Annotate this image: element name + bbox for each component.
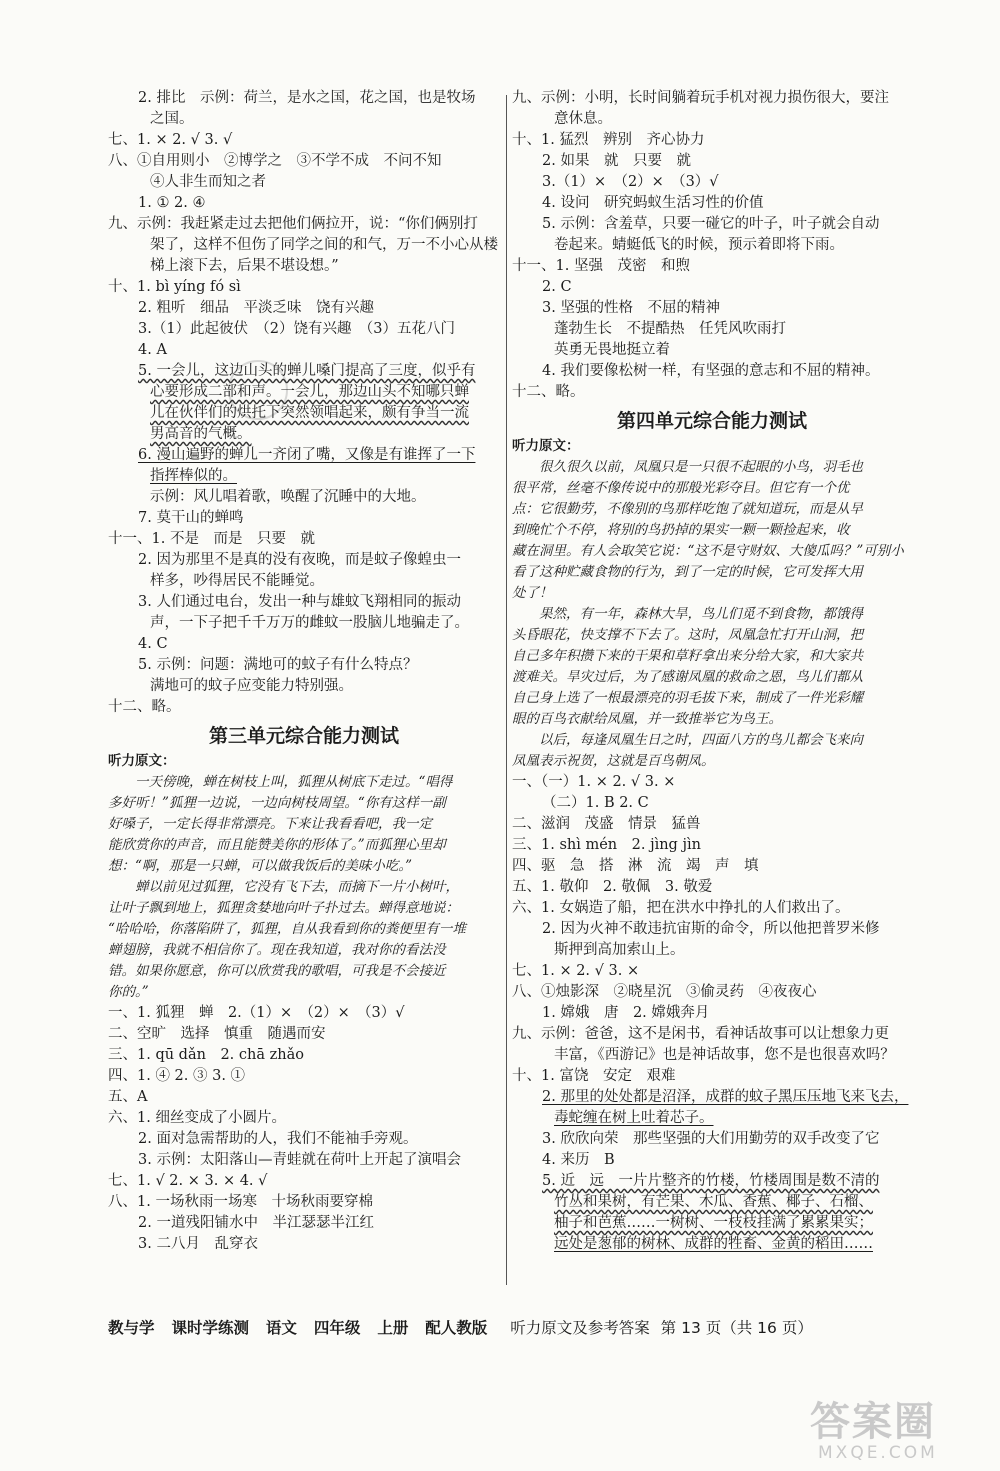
answer-line: 2. 因为火神不敢违抗宙斯的命令，所以他把普罗米修 bbox=[542, 921, 880, 937]
story-line: 眼的百鸟衣献给凤凰，并一致推举它为鸟王。 bbox=[512, 711, 782, 727]
answer-line: 蓬勃生长 不提酷热 任凭风吹雨打 bbox=[554, 321, 786, 337]
footer-brand: 教与学 bbox=[108, 1319, 155, 1337]
answer-line: 5. 示例：含羞草，只要一碰它的叶子，叶子就会自动 bbox=[542, 216, 880, 232]
underlined-text: 柚子和芭蕉……一树树、一枝枝挂满了累累果实； bbox=[554, 1215, 873, 1231]
answer-line: 2. 如果 就 只要 就 bbox=[542, 153, 691, 169]
footer-grade: 四年级 bbox=[313, 1319, 361, 1337]
underlined-text: 儿在伙伴们的烘托下突然领唱起来，颇有争当一流 bbox=[150, 405, 469, 421]
footer-section: 听力原文及参考答案 bbox=[510, 1319, 650, 1337]
answer-line: 样多，吵得居民不能睡觉。 bbox=[150, 573, 324, 589]
story-line: 自己多年积攒下来的干果和草籽拿出来分给大家，和大家共 bbox=[512, 648, 863, 664]
answer-line: 一、（一）1. × 2. √ 3. × bbox=[512, 774, 676, 790]
story-line: 果然，有一年，森林大旱，鸟儿们觅不到食物，都饿得 bbox=[512, 606, 863, 622]
story-line: 看了这种贮藏食物的行为，到了一定的时候，它可发挥大用 bbox=[512, 564, 863, 580]
story-line: 处了！ bbox=[512, 585, 553, 601]
story-line: 很久很久以前，凤凰只是一只很不起眼的小鸟，羽毛也 bbox=[512, 459, 863, 475]
listening-label: 听力原文： bbox=[108, 753, 176, 769]
story-line: 以后，每逢凤凰生日之时，四面八方的鸟儿都会飞来向 bbox=[512, 732, 863, 748]
answer-line: 2. 面对急需帮助的人，我们不能袖手旁观。 bbox=[138, 1131, 418, 1147]
answer-line: 3. 示例：太阳落山—青蛙就在荷叶上开起了演唱会 bbox=[138, 1152, 461, 1168]
answer-line: 4. A bbox=[138, 342, 167, 358]
answer-line: 4. 来历 B bbox=[542, 1152, 615, 1168]
right-column bbox=[512, 88, 912, 1255]
answer-line: 4. 我们要像松树一样，有坚强的意志和不屈的精神。 bbox=[542, 363, 880, 379]
story-line: 能欣赏你的声音，而且能赞美你的形体了。”而狐狸心里却 bbox=[108, 837, 446, 853]
answer-line bbox=[108, 382, 500, 403]
answer-line: 2. 排比 示例：荷兰，是水之国，花之国，也是牧场 bbox=[138, 90, 476, 106]
watermark-logo-text: 答案圈 bbox=[810, 1399, 936, 1445]
answer-line: 九、示例：我赶紧走过去把他们俩拉开，说：“你们俩别打 bbox=[108, 216, 478, 232]
answer-line: 十二、略。 bbox=[512, 384, 585, 400]
answer-line: 六、1. 细丝变成了小圆片。 bbox=[108, 1110, 286, 1126]
answer-line: 丰富，《西游记》也是神话故事，您不是也很喜欢吗？ bbox=[554, 1047, 895, 1063]
answer-line bbox=[108, 361, 500, 382]
answer-line: 斯押到高加索山上。 bbox=[554, 942, 685, 958]
answer-line: 十、1. 富饶 安定 艰难 bbox=[512, 1068, 676, 1084]
story-line: “哈哈哈，你落陷阱了，狐狸，自从我看到你的粪便里有一堆 bbox=[108, 921, 466, 937]
underlined-text: 远处是葱郁的树林、成群的牲畜、金黄的稻田…… bbox=[554, 1236, 873, 1252]
answer-line: 五、1. 敬仰 2. 敬佩 3. 敬爱 bbox=[512, 879, 713, 895]
answer-line: 3. 人们通过电台，发出一种与雄蚊飞翔相同的振动 bbox=[138, 594, 461, 610]
answer-line: 八、①自用则小 ②博学之 ③不学不成 不问不知 bbox=[108, 153, 442, 169]
answer-line bbox=[108, 445, 500, 466]
answer-line: 之国。 bbox=[150, 111, 194, 127]
footer-volume: 上册 bbox=[377, 1319, 409, 1337]
story-line: 到晚忙个不停，将别的鸟扔掉的果实一颗一颗捡起来，收 bbox=[512, 522, 850, 538]
answer-line: 3. 二八月 乱穿衣 bbox=[138, 1236, 258, 1252]
answer-line: 四、驱 急 搭 淋 流 竭 声 填 bbox=[512, 858, 759, 874]
story-line: 错。如果你愿意，你可以欣赏我的歌唱，可我是不会接近 bbox=[108, 963, 446, 979]
answer-line bbox=[512, 1108, 912, 1129]
answer-line: 一、1. 狐狸 蝉 2.（1）× （2）× （3）√ bbox=[108, 1005, 405, 1021]
answer-line: 三、1. qū dǎn 2. chā zhǎo bbox=[108, 1047, 304, 1063]
story-line: 一天傍晚，蝉在树枝上叫，狐狸从树底下走过。“唱得 bbox=[108, 774, 453, 790]
underlined-text: 男高音的气概。 bbox=[150, 426, 252, 442]
answer-line: 五、A bbox=[108, 1089, 148, 1105]
underlined-text: 毒蛇缠在树上吐着芯子。 bbox=[554, 1110, 714, 1126]
answer-line: 3.（1）此起彼伏 （2）饶有兴趣 （3）五花八门 bbox=[138, 321, 456, 337]
story-line: 渡难关。旱灾过后，为了感谢凤凰的救命之恩，鸟儿们都从 bbox=[512, 669, 863, 685]
answer-line bbox=[512, 1087, 912, 1108]
answer-line: 九、示例：爸爸，这不是闲书，看神话故事可以让想象力更 bbox=[512, 1026, 889, 1042]
answer-line: 七、1. √ 2. × 3. × 4. √ bbox=[108, 1173, 268, 1189]
underlined-text: 6. 漫山遍野的蝉儿一齐闭了嘴，又像是有谁挥了一下 bbox=[138, 447, 476, 463]
answer-line: 七、1. × 2. √ 3. √ bbox=[108, 132, 233, 148]
answer-line: 5. 示例：问题：满地可的蚊子有什么特点？ bbox=[138, 657, 418, 673]
underlined-text: 5. 一会儿，这边山头的蝉儿嗓门提高了三度，似乎有 bbox=[138, 363, 476, 379]
footer-subject: 语文 bbox=[265, 1319, 297, 1337]
answer-line bbox=[512, 1171, 912, 1192]
answer-line: 十一、1. 不是 而是 只要 就 bbox=[108, 531, 315, 547]
answer-line: 2. 一道残阳铺水中 半江瑟瑟半江红 bbox=[138, 1215, 374, 1231]
answer-line: 十、1. bì yíng fó sì bbox=[108, 279, 241, 295]
answer-line: 4. 设问 研究蚂蚁生活习性的价值 bbox=[542, 195, 764, 211]
column-divider bbox=[506, 95, 507, 1285]
underlined-text: 竹丛和果树，有芒果、木瓜、香蕉、椰子、石榴、 bbox=[554, 1194, 873, 1210]
answer-line: 四、1. ④ 2. ③ 3. ① bbox=[108, 1068, 246, 1084]
site-watermark-logo bbox=[810, 1399, 990, 1463]
section-heading: 第四单元综合能力测试 bbox=[616, 410, 807, 432]
answer-line: 九、示例：小明，长时间躺着玩手机对视力损伤很大，要注 bbox=[512, 90, 889, 106]
answer-line bbox=[512, 1213, 912, 1234]
answer-line: 六、1. 女娲造了船，把在洪水中挣扎的人们救出了。 bbox=[512, 900, 850, 916]
answer-line bbox=[108, 403, 500, 424]
answer-line: 七、1. × 2. √ 3. × bbox=[512, 963, 640, 979]
story-line: 想：“啊，那是一只蝉，可以做我饭后的美味小吃。” bbox=[108, 858, 413, 874]
answer-line: 十一、1. 坚强 茂密 和煦 bbox=[512, 258, 690, 274]
answer-line bbox=[512, 1234, 912, 1255]
story-line: 点：它很勤劳，不像别的鸟那样吃饱了就知道玩，而是从早 bbox=[512, 501, 863, 517]
footer-edition: 配人教版 bbox=[425, 1319, 488, 1337]
story-line: 头昏眼花，快支撑不下去了。这时，凤凰急忙打开山洞，把 bbox=[512, 627, 863, 643]
section-heading: 第三单元综合能力测试 bbox=[208, 725, 399, 747]
answer-line: 架了，这样不但伤了同学之间的和气，万一不小心从楼 bbox=[150, 237, 498, 253]
answer-line: 声，一下子把千千万万的雌蚊一股脑儿地骗走了。 bbox=[150, 615, 469, 631]
answer-line: 4. C bbox=[138, 636, 168, 652]
story-line: 自己身上选了一根最漂亮的羽毛拔下来，制成了一件光彩耀 bbox=[512, 690, 863, 706]
answer-line: 示例：风儿唱着歌，唤醒了沉睡中的大地。 bbox=[150, 489, 426, 505]
story-line: 你的。” bbox=[108, 984, 149, 1000]
left-column bbox=[108, 88, 500, 1255]
watermark-url: MXQE.COM bbox=[818, 1443, 938, 1463]
answer-line: 三、1. shì mén 2. jìng jìn bbox=[512, 837, 701, 853]
story-line: 凤凰表示祝贺，这就是百鸟朝凤。 bbox=[512, 753, 715, 769]
answer-line: 二、滋润 茂盛 情景 猛兽 bbox=[512, 816, 701, 832]
answer-line: 梯上滚下去，后果不堪设想。” bbox=[150, 258, 339, 274]
answer-line: 满地可的蚊子应变能力特别强。 bbox=[150, 678, 353, 694]
answer-line bbox=[108, 424, 500, 445]
story-line: 蝉翅膀，我就不相信你了。现在我知道，我对你的看法没 bbox=[108, 942, 446, 958]
footer-page-number: 第 13 页（共 16 页） bbox=[660, 1319, 813, 1337]
underlined-text: 5. 近 远 一片片整齐的竹楼，竹楼周围是数不清的 bbox=[542, 1173, 880, 1189]
answer-line: 3. 坚强的性格 不屈的精神 bbox=[542, 300, 720, 316]
answer-line: 意休息。 bbox=[554, 111, 612, 127]
answer-line: 八、1. 一场秋雨一场寒 十场秋雨要穿棉 bbox=[108, 1194, 373, 1210]
underlined-text: 指挥棒似的。 bbox=[150, 468, 237, 484]
answer-line: 十、1. 猛烈 辨别 齐心协力 bbox=[512, 132, 705, 148]
answer-line: 3. 欣欣向荣 那些坚强的大们用勤劳的双手改变了它 bbox=[542, 1131, 880, 1147]
answer-line: 八、①烛影深 ②晓星沉 ③偷灵药 ④夜夜心 bbox=[512, 984, 817, 1000]
answer-line: 2. C bbox=[542, 279, 572, 295]
story-line: 好嗓子，一定长得非常漂亮。下来让我看看吧，我一定 bbox=[108, 816, 432, 832]
answer-line: 英勇无畏地挺立着 bbox=[554, 342, 670, 358]
answer-line bbox=[108, 466, 500, 487]
story-line: 很平常，丝毫不像传说中的那般光彩夺目。但它有一个优 bbox=[512, 480, 850, 496]
story-line: 蝉以前见过狐狸，它没有飞下去，而摘下一片小树叶， bbox=[108, 879, 459, 895]
underlined-text: 2. 那里的处处都是沼泽，成群的蚊子黑压压地飞来飞去， bbox=[542, 1089, 909, 1105]
underlined-text: 心要形成二部和声。一会儿，那边山头不知哪只蝉 bbox=[150, 384, 469, 400]
story-line: 多好听！”狐狸一边说，一边向树枝周望。“你有这样一副 bbox=[108, 795, 446, 811]
answer-line: ④人非生而知之者 bbox=[150, 174, 266, 190]
answer-line bbox=[512, 1192, 912, 1213]
answer-line: 1. 嫦娥 唐 2. 嫦娥奔月 bbox=[542, 1005, 710, 1021]
footer-series: 课时学练测 bbox=[171, 1319, 249, 1337]
answer-line: 2. 粗听 细品 平淡乏味 饶有兴趣 bbox=[138, 300, 374, 316]
page-footer bbox=[108, 1316, 912, 1338]
answer-line: 3.（1）× （2）× （3）√ bbox=[542, 174, 719, 190]
answer-line: 卷起来。蜻蜓低飞的时候，预示着即将下雨。 bbox=[554, 237, 844, 253]
answer-line: （二）1. B 2. C bbox=[542, 795, 649, 811]
answer-line: 7. 莫干山的蝉鸣 bbox=[138, 510, 244, 526]
answer-line: 二、空旷 选择 慎重 随遇而安 bbox=[108, 1026, 326, 1042]
story-line: 让叶子飘到地上，狐狸贪婪地向叶子扑过去。蝉得意地说： bbox=[108, 900, 459, 916]
story-line: 藏在洞里。有人会取笑它说：“这不是守财奴、大傻瓜吗？”可别小 bbox=[512, 543, 904, 559]
answer-line: 1. ① 2. ④ bbox=[138, 195, 206, 211]
answer-line: 2. 因为那里不是真的没有夜晚，而是蚊子像蝗虫一 bbox=[138, 552, 461, 568]
listening-label: 听力原文： bbox=[512, 438, 580, 454]
answer-line: 十二、略。 bbox=[108, 699, 181, 715]
